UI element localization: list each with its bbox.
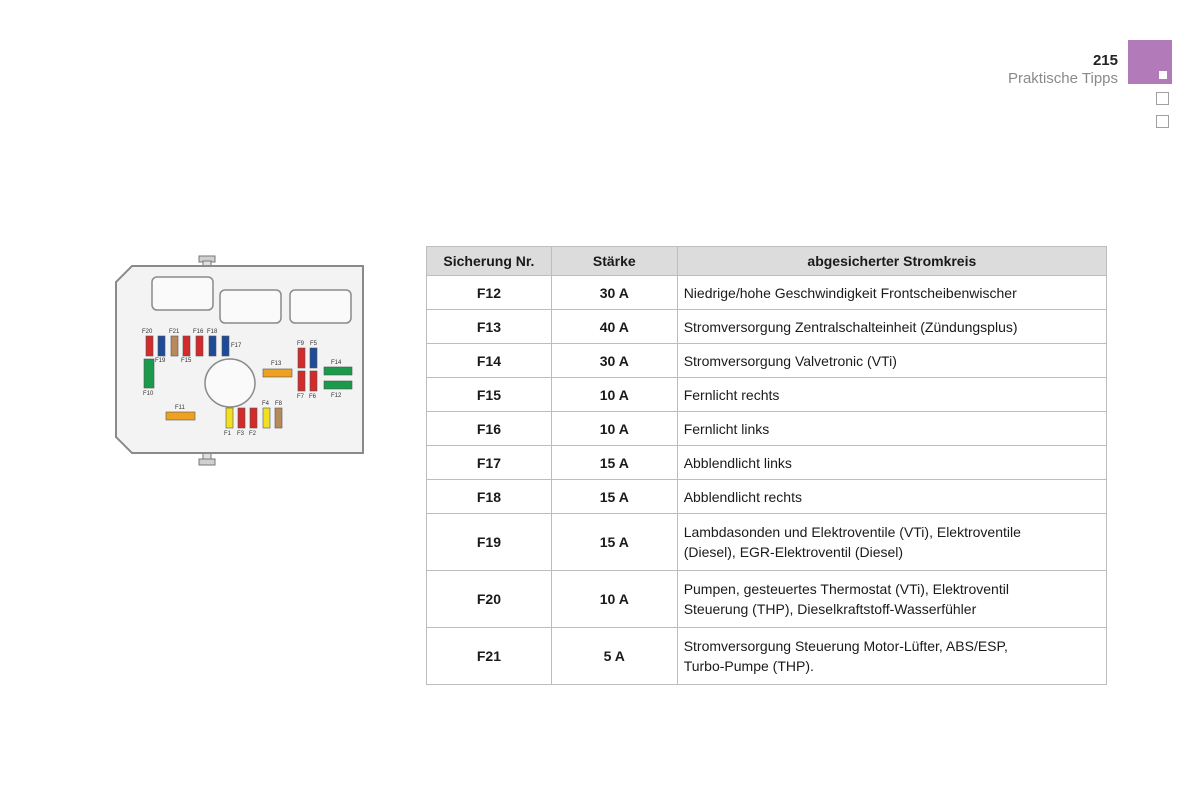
fuse-circuit-line: Lambdasonden und Elektroventile (VTi), Elektroventile bbox=[683, 524, 1021, 540]
fuse-f2 bbox=[250, 408, 257, 428]
chapter-tab-marker bbox=[1159, 71, 1167, 79]
fuse-f20 bbox=[146, 336, 153, 356]
label-f16: F16 bbox=[193, 329, 204, 335]
fuse-circuit: Stromversorgung Valvetronic (VTi) bbox=[677, 344, 1106, 378]
table-row bbox=[427, 480, 1107, 514]
fuse-box-diagram bbox=[110, 252, 370, 468]
fuse-circuit bbox=[677, 514, 1106, 571]
fuse-rating: 10 A bbox=[551, 378, 677, 412]
fuse-f8 bbox=[275, 408, 282, 428]
fuse-f15 bbox=[183, 336, 190, 356]
fuse-number: F16 bbox=[427, 412, 552, 446]
fuse-f4 bbox=[263, 408, 270, 428]
label-f4: F4 bbox=[262, 401, 270, 407]
fuse-number: F15 bbox=[427, 378, 552, 412]
table-header-row bbox=[427, 247, 1107, 276]
fuse-number: F18 bbox=[427, 480, 552, 514]
fuse-circuit-line: Turbo-Pumpe (THP). bbox=[683, 658, 814, 674]
fuse-number: F13 bbox=[427, 310, 552, 344]
relay-slot bbox=[220, 290, 281, 323]
fuse-number: F12 bbox=[427, 276, 552, 310]
label-f1: F1 bbox=[224, 431, 232, 437]
fuse-circuit-line: Steuerung (THP), Dieselkraftstoff-Wasserfühler bbox=[683, 601, 977, 617]
fuse-rating: 40 A bbox=[551, 310, 677, 344]
fuse-circuit: Abblendlicht links bbox=[677, 446, 1106, 480]
fuse-f11 bbox=[166, 412, 195, 420]
fuse-number: F17 bbox=[427, 446, 552, 480]
label-f17: F17 bbox=[231, 343, 242, 349]
fuse-f5 bbox=[310, 348, 317, 368]
label-f19: F19 bbox=[155, 358, 166, 364]
column-header-rating: Stärke bbox=[551, 247, 677, 276]
label-f10: F10 bbox=[143, 391, 154, 397]
table-row bbox=[427, 378, 1107, 412]
fuse-rating: 15 A bbox=[551, 514, 677, 571]
page-header bbox=[1008, 52, 1118, 88]
fuse-rating: 30 A bbox=[551, 344, 677, 378]
fuse-circuit-line: Stromversorgung Steuerung Motor-Lüfter, ABS/ESP, bbox=[683, 638, 1008, 654]
table-row bbox=[427, 344, 1107, 378]
fuse-circuit: Stromversorgung Zentralschalteinheit (Zündungsplus) bbox=[677, 310, 1106, 344]
label-f5: F5 bbox=[310, 341, 318, 347]
fuse-table bbox=[426, 246, 1107, 685]
fuse-f18 bbox=[209, 336, 216, 356]
chapter-tab-box bbox=[1156, 92, 1169, 105]
table-row bbox=[427, 628, 1107, 685]
label-f9: F9 bbox=[297, 341, 305, 347]
fuse-f17 bbox=[222, 336, 229, 356]
label-f6: F6 bbox=[309, 394, 317, 400]
label-f13: F13 bbox=[271, 361, 282, 367]
table-row bbox=[427, 446, 1107, 480]
fuse-f10 bbox=[144, 359, 154, 388]
fuse-f6 bbox=[310, 371, 317, 391]
fuse-circuit: Fernlicht links bbox=[677, 412, 1106, 446]
fuse-circuit bbox=[677, 571, 1106, 628]
fuse-f19 bbox=[158, 336, 165, 356]
fuse-rating: 5 A bbox=[551, 628, 677, 685]
label-f12: F12 bbox=[331, 393, 342, 399]
label-f15: F15 bbox=[181, 358, 192, 364]
fuse-rating: 15 A bbox=[551, 480, 677, 514]
label-f20: F20 bbox=[142, 329, 153, 335]
fuse-rating: 10 A bbox=[551, 571, 677, 628]
fuse-f1 bbox=[226, 408, 233, 428]
round-socket bbox=[205, 359, 255, 407]
table-row bbox=[427, 276, 1107, 310]
fuse-circuit: Fernlicht rechts bbox=[677, 378, 1106, 412]
fuse-f3 bbox=[238, 408, 245, 428]
fuse-number: F19 bbox=[427, 514, 552, 571]
fuse-f16 bbox=[196, 336, 203, 356]
fuse-box-clip-bottom bbox=[199, 459, 215, 465]
fuse-circuit: Abblendlicht rechts bbox=[677, 480, 1106, 514]
page-number: 215 bbox=[1092, 52, 1118, 69]
table-row bbox=[427, 571, 1107, 628]
fuse-rating: 15 A bbox=[551, 446, 677, 480]
fuse-f9 bbox=[298, 348, 305, 368]
fuse-circuit: Niedrige/hohe Geschwindigkeit Frontscheibenwischer bbox=[677, 276, 1106, 310]
fuse-f13 bbox=[263, 369, 292, 377]
chapter-tab-box bbox=[1156, 115, 1169, 128]
column-header-circuit: abgesicherter Stromkreis bbox=[677, 247, 1106, 276]
fuse-number: F14 bbox=[427, 344, 552, 378]
table-row bbox=[427, 412, 1107, 446]
fuse-rating: 30 A bbox=[551, 276, 677, 310]
fuse-f21 bbox=[171, 336, 178, 356]
fuse-f7 bbox=[298, 371, 305, 391]
fuse-f14 bbox=[324, 367, 352, 375]
relay-slot bbox=[152, 277, 213, 310]
label-f21: F21 bbox=[169, 329, 180, 335]
column-header-fuse-number: Sicherung Nr. bbox=[427, 247, 552, 276]
fuse-number: F20 bbox=[427, 571, 552, 628]
label-f11: F11 bbox=[175, 405, 185, 411]
fuse-circuit-line: Pumpen, gesteuertes Thermostat (VTi), Elektroventil bbox=[683, 581, 1009, 597]
label-f3: F3 bbox=[237, 431, 245, 437]
table-row bbox=[427, 310, 1107, 344]
relay-slot bbox=[290, 290, 351, 323]
label-f7: F7 bbox=[297, 394, 305, 400]
label-f18: F18 bbox=[207, 329, 218, 335]
fuse-circuit-line: (Diesel), EGR-Elektroventil (Diesel) bbox=[683, 544, 904, 560]
label-f8: F8 bbox=[275, 401, 283, 407]
label-f14: F14 bbox=[331, 360, 342, 366]
fuse-number: F21 bbox=[427, 628, 552, 685]
section-title: Praktische Tipps bbox=[1007, 70, 1118, 87]
fuse-f12 bbox=[324, 381, 352, 389]
fuse-circuit bbox=[677, 628, 1106, 685]
label-f2: F2 bbox=[249, 431, 257, 437]
fuse-rating: 10 A bbox=[551, 412, 677, 446]
table-row bbox=[427, 514, 1107, 571]
